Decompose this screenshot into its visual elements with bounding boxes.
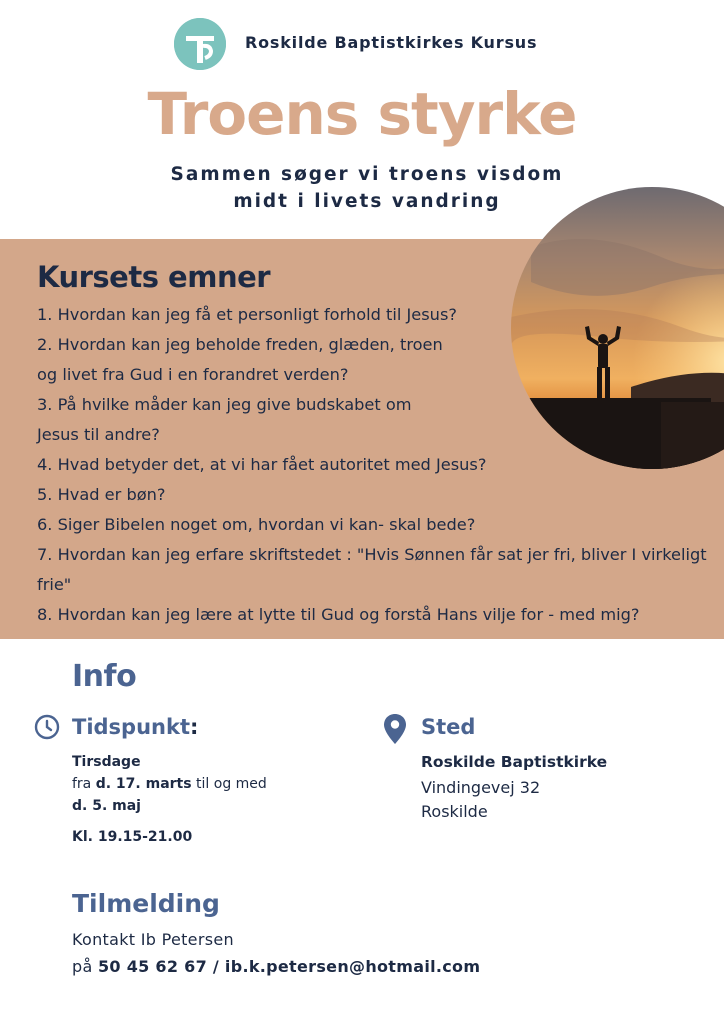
location-pin-icon [383,713,407,745]
list-item: 1. Hvordan kan jeg få et personligt forhold til Jesus? [37,305,457,324]
time-day: Tirsdage [72,754,141,770]
place-label: Sted [421,715,476,739]
time-to-date: d. 5. maj [72,798,141,814]
registration-heading: Tilmelding [72,889,220,918]
info-heading: Info [72,659,137,694]
time-range [72,773,267,795]
list-item: 7. Hvordan kan jeg erfare skriftstedet : "Hvis Sønnen får sat jer fri, bliver I virkeligt [37,545,707,564]
list-item: og livet fra Gud i en forandret verden? [37,365,349,384]
list-item: 5. Hvad er bøn? [37,485,166,504]
list-item: 6. Siger Bibelen noget om, hvordan vi kan- skal bede? [37,515,476,534]
place-name: Roskilde Baptistkirke [421,753,608,771]
registration-contact: Kontakt Ib Petersen [72,930,234,949]
list-item: Jesus til andre? [37,425,160,444]
topics-heading: Kursets emner [37,260,271,294]
time-from-prefix: fra [72,776,96,792]
list-item: 4. Hvad betyder det, at vi har fået autoritet med Jesus? [37,455,487,474]
time-hours: Kl. 19.15-21.00 [72,829,193,845]
place-street: Vindingevej 32 [421,778,541,797]
registration-prefix: på [72,957,98,976]
registration-separator: / [207,957,225,976]
time-from-date: d. 17. marts [95,776,192,792]
cross-logo-icon [174,18,226,70]
time-label [72,715,198,739]
registration-email: ib.k.petersen@hotmail.com [224,957,481,976]
place-city: Roskilde [421,802,488,821]
clock-icon [34,714,60,740]
topics-list [37,300,724,630]
list-item: frie" [37,575,72,594]
list-item: 3. På hvilke måder kan jeg give budskabet om [37,395,412,414]
list-item: 2. Hvordan kan jeg beholde freden, glæden, troen [37,335,443,354]
page-title: Troens styrke [147,80,577,148]
subtitle-line-2: midt i livets vandring [233,191,501,212]
registration-details [72,957,480,976]
subtitle-line-1: Sammen søger vi troens visdom [170,164,564,185]
time-to-text: til og med [191,776,267,792]
registration-phone: 50 45 62 67 [97,957,208,976]
time-label-text: Tidspunkt [72,715,190,739]
organization-name: Roskilde Baptistkirkes Kursus [245,33,538,52]
time-label-colon: : [190,715,199,739]
list-item: 8. Hvordan kan jeg lære at lytte til Gud og forstå Hans vilje for - med mig? [37,605,640,624]
